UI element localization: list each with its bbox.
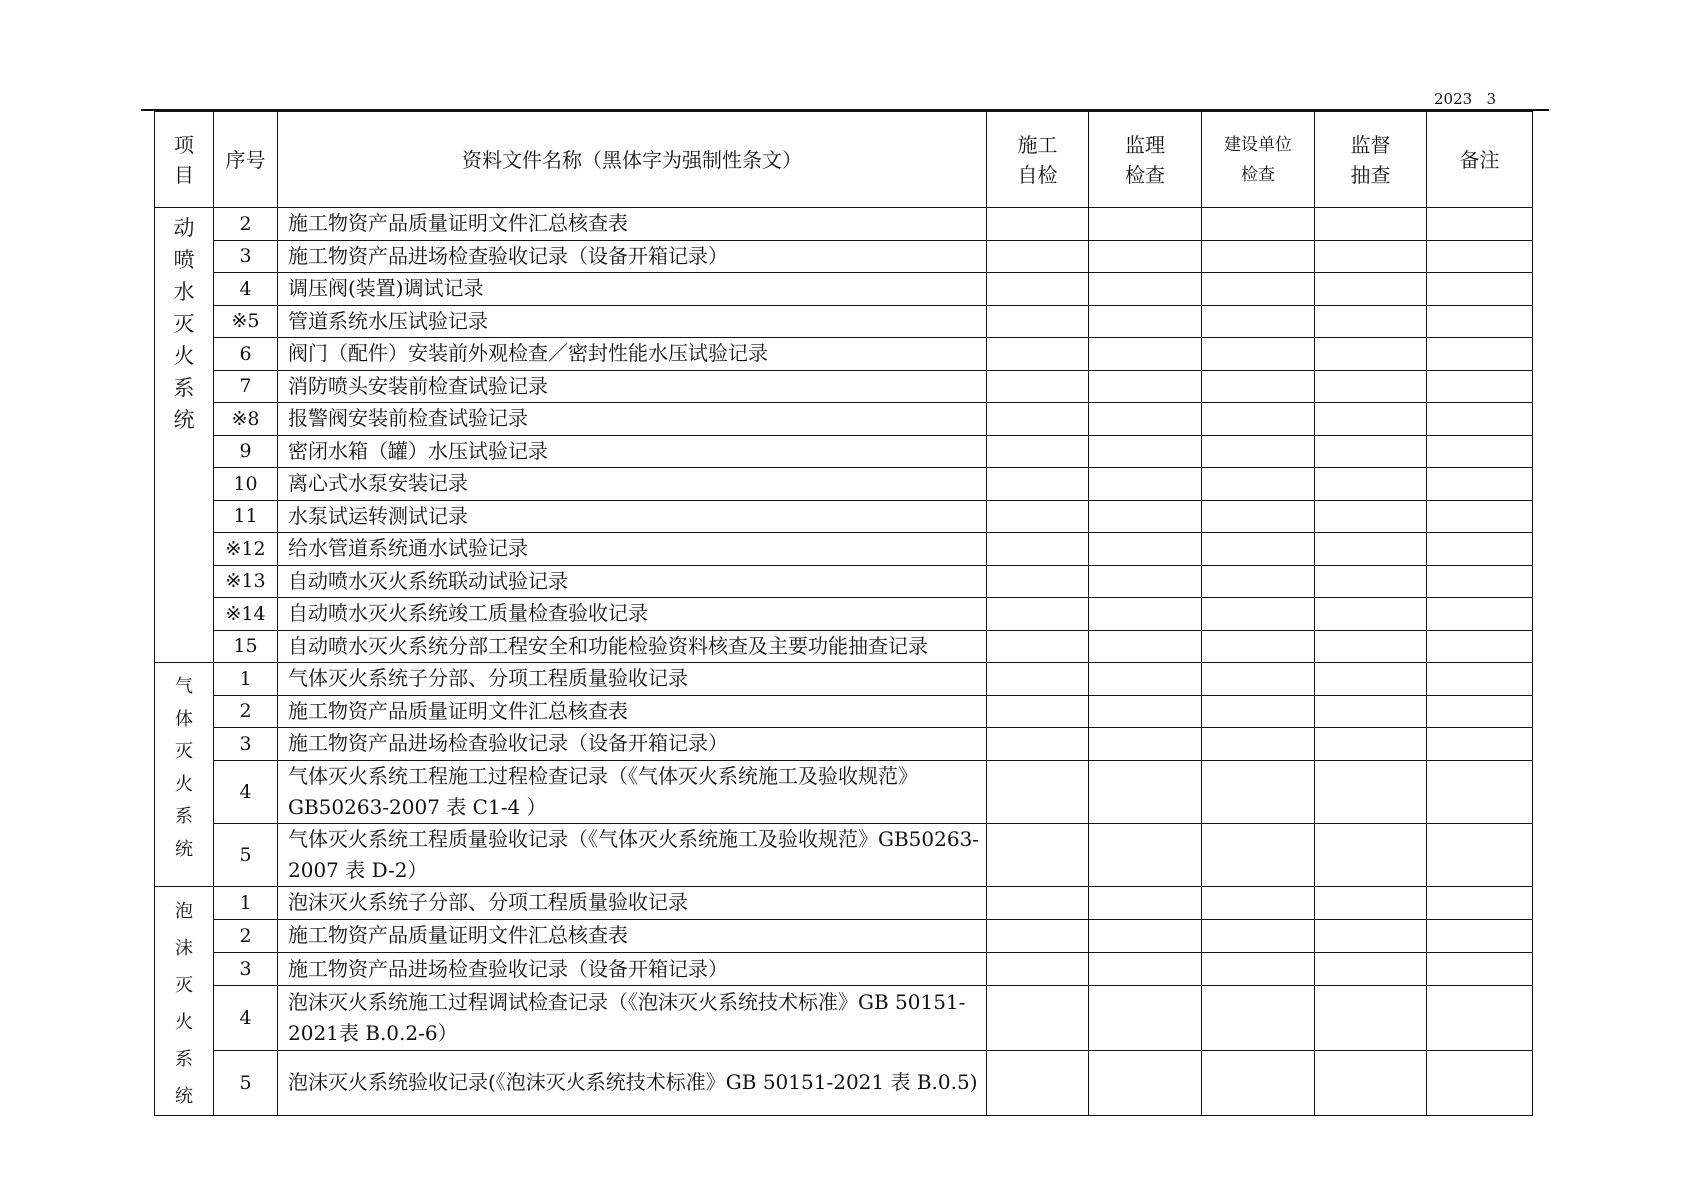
row-seq: ※13 [214, 565, 278, 598]
row-seq: 2 [214, 919, 278, 952]
remarks-cell[interactable] [1427, 305, 1533, 338]
owner-check-cell[interactable] [1202, 240, 1315, 273]
owner-check-cell[interactable] [1202, 1050, 1315, 1115]
self-check-cell[interactable] [987, 305, 1089, 338]
table-row [155, 695, 1533, 728]
supervision-check-cell[interactable] [1089, 338, 1202, 371]
self-check-cell[interactable] [987, 240, 1089, 273]
remarks-cell[interactable] [1427, 823, 1533, 886]
owner-check-cell[interactable] [1202, 305, 1315, 338]
oversight-check-cell[interactable] [1315, 468, 1427, 501]
supervision-check-cell[interactable] [1089, 403, 1202, 436]
supervision-check-cell[interactable] [1089, 886, 1202, 919]
remarks-cell[interactable] [1427, 240, 1533, 273]
oversight-check-cell[interactable] [1315, 338, 1427, 371]
remarks-cell[interactable] [1427, 533, 1533, 566]
row-name: 给水管道系统通水试验记录 [278, 533, 987, 566]
row-name: 施工物资产品质量证明文件汇总核查表 [278, 695, 987, 728]
group-label-sprinkler: 动喷水灭火系统 [155, 208, 214, 663]
self-check-cell[interactable] [987, 403, 1089, 436]
header-self-check: 施工 自检 [987, 112, 1089, 208]
owner-check-cell[interactable] [1202, 823, 1315, 886]
row-name: 调压阀(装置)调试记录 [278, 273, 987, 306]
table-row [155, 728, 1533, 761]
oversight-check-cell[interactable] [1315, 695, 1427, 728]
group-label-gas: 气体灭火系统 [155, 663, 214, 887]
row-name: 自动喷水灭火系统分部工程安全和功能检验资料核查及主要功能抽查记录 [278, 630, 987, 663]
supervision-check-cell[interactable] [1089, 919, 1202, 952]
supervision-check-cell[interactable] [1089, 663, 1202, 696]
row-seq: 4 [214, 760, 278, 823]
row-seq: 11 [214, 500, 278, 533]
header-row [155, 112, 1533, 208]
row-name: 气体灭火系统子分部、分项工程质量验收记录 [278, 663, 987, 696]
row-name: 气体灭火系统工程施工过程检查记录（《气体灭火系统施工及验收规范》GB50263-2007 表 C1-4 ） [278, 760, 987, 823]
row-seq: 15 [214, 630, 278, 663]
owner-check-cell[interactable] [1202, 728, 1315, 761]
row-seq: 3 [214, 953, 278, 986]
row-seq: ※8 [214, 403, 278, 436]
self-check-cell[interactable] [987, 760, 1089, 823]
oversight-check-cell[interactable] [1315, 886, 1427, 919]
table-row [155, 208, 1533, 241]
owner-check-cell[interactable] [1202, 370, 1315, 403]
oversight-check-cell[interactable] [1315, 240, 1427, 273]
table-row [155, 240, 1533, 273]
row-seq: 1 [214, 886, 278, 919]
self-check-cell[interactable] [987, 533, 1089, 566]
supervision-check-cell[interactable] [1089, 305, 1202, 338]
remarks-cell[interactable] [1427, 370, 1533, 403]
self-check-cell[interactable] [987, 565, 1089, 598]
supervision-check-cell[interactable] [1089, 565, 1202, 598]
owner-check-cell[interactable] [1202, 468, 1315, 501]
owner-check-cell[interactable] [1202, 886, 1315, 919]
header-oversight-check: 监督 抽查 [1315, 112, 1427, 208]
row-name: 管道系统水压试验记录 [278, 305, 987, 338]
self-check-cell[interactable] [987, 598, 1089, 631]
owner-check-cell[interactable] [1202, 760, 1315, 823]
remarks-cell[interactable] [1427, 500, 1533, 533]
supervision-check-cell[interactable] [1089, 500, 1202, 533]
oversight-check-cell[interactable] [1315, 435, 1427, 468]
owner-check-cell[interactable] [1202, 986, 1315, 1051]
owner-check-cell[interactable] [1202, 208, 1315, 241]
row-name: 离心式水泵安装记录 [278, 468, 987, 501]
self-check-cell[interactable] [987, 986, 1089, 1051]
owner-check-cell[interactable] [1202, 435, 1315, 468]
row-seq: 1 [214, 663, 278, 696]
table-row [155, 663, 1533, 696]
row-seq: 6 [214, 338, 278, 371]
owner-check-cell[interactable] [1202, 403, 1315, 436]
oversight-check-cell[interactable] [1315, 500, 1427, 533]
row-name: 泡沫灭火系统验收记录(《泡沫灭火系统技术标准》GB 50151-2021 表 B.0.5) [278, 1050, 987, 1115]
oversight-check-cell[interactable] [1315, 1050, 1427, 1115]
owner-check-cell[interactable] [1202, 598, 1315, 631]
self-check-cell[interactable] [987, 370, 1089, 403]
supervision-check-cell[interactable] [1089, 273, 1202, 306]
row-seq: 3 [214, 240, 278, 273]
self-check-cell[interactable] [987, 500, 1089, 533]
supervision-check-cell[interactable] [1089, 953, 1202, 986]
supervision-check-cell[interactable] [1089, 208, 1202, 241]
self-check-cell[interactable] [987, 919, 1089, 952]
oversight-check-cell[interactable] [1315, 760, 1427, 823]
oversight-check-cell[interactable] [1315, 919, 1427, 952]
row-name: 气体灭火系统工程质量验收记录（《气体灭火系统施工及验收规范》GB50263-2007 表 D-2） [278, 823, 987, 886]
row-seq: 2 [214, 208, 278, 241]
row-name: 密闭水箱（罐）水压试验记录 [278, 435, 987, 468]
table-row [155, 953, 1533, 986]
row-seq: ※14 [214, 598, 278, 631]
owner-check-cell[interactable] [1202, 533, 1315, 566]
remarks-cell[interactable] [1427, 403, 1533, 436]
row-name: 自动喷水灭火系统竣工质量检查验收记录 [278, 598, 987, 631]
self-check-cell[interactable] [987, 886, 1089, 919]
oversight-check-cell[interactable] [1315, 305, 1427, 338]
row-seq: 4 [214, 273, 278, 306]
self-check-cell[interactable] [987, 468, 1089, 501]
group-label-foam: 泡沫灭火系统 [155, 886, 214, 1115]
supervision-check-cell[interactable] [1089, 435, 1202, 468]
remarks-cell[interactable] [1427, 565, 1533, 598]
owner-check-cell[interactable] [1202, 695, 1315, 728]
row-name: 自动喷水灭火系统联动试验记录 [278, 565, 987, 598]
self-check-cell[interactable] [987, 728, 1089, 761]
supervision-check-cell[interactable] [1089, 240, 1202, 273]
oversight-check-cell[interactable] [1315, 208, 1427, 241]
row-name: 施工物资产品进场检查验收记录（设备开箱记录） [278, 728, 987, 761]
supervision-check-cell[interactable] [1089, 598, 1202, 631]
supervision-check-cell[interactable] [1089, 728, 1202, 761]
row-seq: 10 [214, 468, 278, 501]
table-row [155, 565, 1533, 598]
owner-check-cell[interactable] [1202, 953, 1315, 986]
row-name: 泡沫灭火系统施工过程调试检查记录（《泡沫灭火系统技术标准》GB 50151-2021表 B.0.2-6） [278, 986, 987, 1051]
table-row [155, 1050, 1533, 1115]
table-row [155, 273, 1533, 306]
header-owner-check: 建设单位 检查 [1202, 112, 1315, 208]
remarks-cell[interactable] [1427, 760, 1533, 823]
header-project: 项目 [155, 112, 214, 208]
row-name: 施工物资产品质量证明文件汇总核查表 [278, 919, 987, 952]
oversight-check-cell[interactable] [1315, 565, 1427, 598]
owner-check-cell[interactable] [1202, 630, 1315, 663]
remarks-cell[interactable] [1427, 208, 1533, 241]
table-row [155, 403, 1533, 436]
header-seq: 序号 [214, 112, 278, 208]
self-check-cell[interactable] [987, 695, 1089, 728]
table-row [155, 338, 1533, 371]
self-check-cell[interactable] [987, 1050, 1089, 1115]
table-row [155, 919, 1533, 952]
remarks-cell[interactable] [1427, 338, 1533, 371]
oversight-check-cell[interactable] [1315, 953, 1427, 986]
oversight-check-cell[interactable] [1315, 630, 1427, 663]
table-row [155, 435, 1533, 468]
owner-check-cell[interactable] [1202, 500, 1315, 533]
row-name: 阀门（配件）安装前外观检查／密封性能水压试验记录 [278, 338, 987, 371]
self-check-cell[interactable] [987, 435, 1089, 468]
table-row [155, 886, 1533, 919]
oversight-check-cell[interactable] [1315, 598, 1427, 631]
row-seq: 5 [214, 823, 278, 886]
supervision-check-cell[interactable] [1089, 533, 1202, 566]
table-row [155, 986, 1533, 1051]
header-supervision-check: 监理 检查 [1089, 112, 1202, 208]
self-check-cell[interactable] [987, 953, 1089, 986]
row-name: 施工物资产品质量证明文件汇总核查表 [278, 208, 987, 241]
table-row [155, 305, 1533, 338]
oversight-check-cell[interactable] [1315, 403, 1427, 436]
remarks-cell[interactable] [1427, 728, 1533, 761]
remarks-cell[interactable] [1427, 919, 1533, 952]
remarks-cell[interactable] [1427, 598, 1533, 631]
self-check-cell[interactable] [987, 823, 1089, 886]
supervision-check-cell[interactable] [1089, 630, 1202, 663]
row-seq: 4 [214, 986, 278, 1051]
header-name: 资料文件名称（黑体字为强制性条文） [278, 112, 987, 208]
owner-check-cell[interactable] [1202, 663, 1315, 696]
header-remarks: 备注 [1427, 112, 1533, 208]
row-seq: 7 [214, 370, 278, 403]
remarks-cell[interactable] [1427, 273, 1533, 306]
table-row [155, 468, 1533, 501]
self-check-cell[interactable] [987, 208, 1089, 241]
row-name: 施工物资产品进场检查验收记录（设备开箱记录） [278, 240, 987, 273]
remarks-cell[interactable] [1427, 630, 1533, 663]
self-check-cell[interactable] [987, 273, 1089, 306]
table-row [155, 823, 1533, 886]
row-seq: 5 [214, 1050, 278, 1115]
page-header: 2023 3 [1434, 90, 1497, 108]
table-row [155, 630, 1533, 663]
remarks-cell[interactable] [1427, 435, 1533, 468]
table-row [155, 760, 1533, 823]
row-seq: 3 [214, 728, 278, 761]
remarks-cell[interactable] [1427, 695, 1533, 728]
table-row [155, 370, 1533, 403]
owner-check-cell[interactable] [1202, 338, 1315, 371]
owner-check-cell[interactable] [1202, 565, 1315, 598]
supervision-check-cell[interactable] [1089, 695, 1202, 728]
row-seq: ※5 [214, 305, 278, 338]
supervision-check-cell[interactable] [1089, 760, 1202, 823]
oversight-check-cell[interactable] [1315, 533, 1427, 566]
table-row [155, 500, 1533, 533]
row-name: 消防喷头安装前检查试验记录 [278, 370, 987, 403]
row-name: 水泵试运转测试记录 [278, 500, 987, 533]
supervision-check-cell[interactable] [1089, 1050, 1202, 1115]
remarks-cell[interactable] [1427, 468, 1533, 501]
oversight-check-cell[interactable] [1315, 823, 1427, 886]
owner-check-cell[interactable] [1202, 919, 1315, 952]
row-seq: ※12 [214, 533, 278, 566]
row-name: 泡沫灭火系统子分部、分项工程质量验收记录 [278, 886, 987, 919]
remarks-cell[interactable] [1427, 953, 1533, 986]
remarks-cell[interactable] [1427, 1050, 1533, 1115]
self-check-cell[interactable] [987, 663, 1089, 696]
oversight-check-cell[interactable] [1315, 986, 1427, 1051]
supervision-check-cell[interactable] [1089, 468, 1202, 501]
owner-check-cell[interactable] [1202, 273, 1315, 306]
row-seq: 9 [214, 435, 278, 468]
oversight-check-cell[interactable] [1315, 370, 1427, 403]
records-table [154, 111, 1533, 1116]
row-name: 施工物资产品进场检查验收记录（设备开箱记录） [278, 953, 987, 986]
table-row [155, 598, 1533, 631]
self-check-cell[interactable] [987, 338, 1089, 371]
supervision-check-cell[interactable] [1089, 823, 1202, 886]
remarks-cell[interactable] [1427, 663, 1533, 696]
remarks-cell[interactable] [1427, 886, 1533, 919]
oversight-check-cell[interactable] [1315, 728, 1427, 761]
oversight-check-cell[interactable] [1315, 273, 1427, 306]
table-row [155, 533, 1533, 566]
row-name: 报警阀安装前检查试验记录 [278, 403, 987, 436]
remarks-cell[interactable] [1427, 986, 1533, 1051]
supervision-check-cell[interactable] [1089, 370, 1202, 403]
oversight-check-cell[interactable] [1315, 663, 1427, 696]
row-seq: 2 [214, 695, 278, 728]
supervision-check-cell[interactable] [1089, 986, 1202, 1051]
self-check-cell[interactable] [987, 630, 1089, 663]
